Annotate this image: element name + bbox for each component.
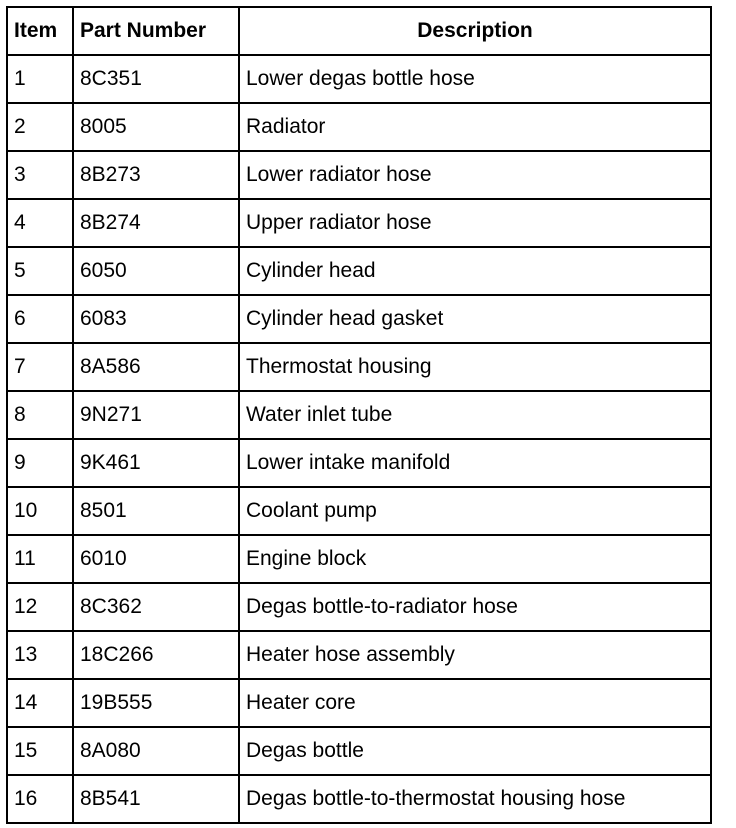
cell-item: 9 <box>7 439 73 487</box>
cell-part-number: 8A586 <box>73 343 239 391</box>
cell-description: Coolant pump <box>239 487 711 535</box>
cell-part-number: 6010 <box>73 535 239 583</box>
table-row <box>7 775 711 823</box>
cell-item: 5 <box>7 247 73 295</box>
cell-description: Degas bottle <box>239 727 711 775</box>
cell-description: Water inlet tube <box>239 391 711 439</box>
cell-description: Upper radiator hose <box>239 199 711 247</box>
cell-item: 3 <box>7 151 73 199</box>
cell-part-number: 8005 <box>73 103 239 151</box>
cell-description: Lower radiator hose <box>239 151 711 199</box>
table-row <box>7 199 711 247</box>
table-row <box>7 151 711 199</box>
table-row <box>7 343 711 391</box>
cell-part-number: 6050 <box>73 247 239 295</box>
header-description: Description <box>239 7 711 55</box>
cell-part-number: 8C362 <box>73 583 239 631</box>
cell-item: 7 <box>7 343 73 391</box>
cell-item: 6 <box>7 295 73 343</box>
cell-description: Cylinder head <box>239 247 711 295</box>
cell-item: 14 <box>7 679 73 727</box>
parts-table <box>6 6 712 824</box>
table-header <box>7 7 711 55</box>
cell-part-number: 18C266 <box>73 631 239 679</box>
table-row <box>7 391 711 439</box>
cell-description: Degas bottle-to-thermostat housing hose <box>239 775 711 823</box>
table-row <box>7 535 711 583</box>
cell-part-number: 6083 <box>73 295 239 343</box>
table-row <box>7 487 711 535</box>
cell-description: Engine block <box>239 535 711 583</box>
cell-part-number: 9N271 <box>73 391 239 439</box>
cell-description: Lower degas bottle hose <box>239 55 711 103</box>
cell-item: 1 <box>7 55 73 103</box>
table-body <box>7 55 711 823</box>
cell-description: Thermostat housing <box>239 343 711 391</box>
table-row <box>7 439 711 487</box>
cell-part-number: 8B541 <box>73 775 239 823</box>
header-part-number: Part Number <box>73 7 239 55</box>
cell-description: Degas bottle-to-radiator hose <box>239 583 711 631</box>
cell-item: 4 <box>7 199 73 247</box>
table-row <box>7 679 711 727</box>
cell-item: 2 <box>7 103 73 151</box>
table-row <box>7 55 711 103</box>
table-row <box>7 295 711 343</box>
cell-description: Lower intake manifold <box>239 439 711 487</box>
table-row <box>7 631 711 679</box>
cell-part-number: 8B274 <box>73 199 239 247</box>
cell-part-number: 9K461 <box>73 439 239 487</box>
table-row <box>7 583 711 631</box>
table-row <box>7 727 711 775</box>
cell-part-number: 8501 <box>73 487 239 535</box>
cell-part-number: 8A080 <box>73 727 239 775</box>
table-row <box>7 247 711 295</box>
cell-item: 12 <box>7 583 73 631</box>
cell-part-number: 8B273 <box>73 151 239 199</box>
cell-item: 10 <box>7 487 73 535</box>
cell-description: Radiator <box>239 103 711 151</box>
cell-item: 15 <box>7 727 73 775</box>
table-row <box>7 103 711 151</box>
cell-part-number: 8C351 <box>73 55 239 103</box>
cell-item: 8 <box>7 391 73 439</box>
cell-item: 13 <box>7 631 73 679</box>
cell-part-number: 19B555 <box>73 679 239 727</box>
cell-item: 16 <box>7 775 73 823</box>
header-item: Item <box>7 7 73 55</box>
header-row <box>7 7 711 55</box>
cell-description: Heater hose assembly <box>239 631 711 679</box>
cell-item: 11 <box>7 535 73 583</box>
cell-description: Heater core <box>239 679 711 727</box>
cell-description: Cylinder head gasket <box>239 295 711 343</box>
